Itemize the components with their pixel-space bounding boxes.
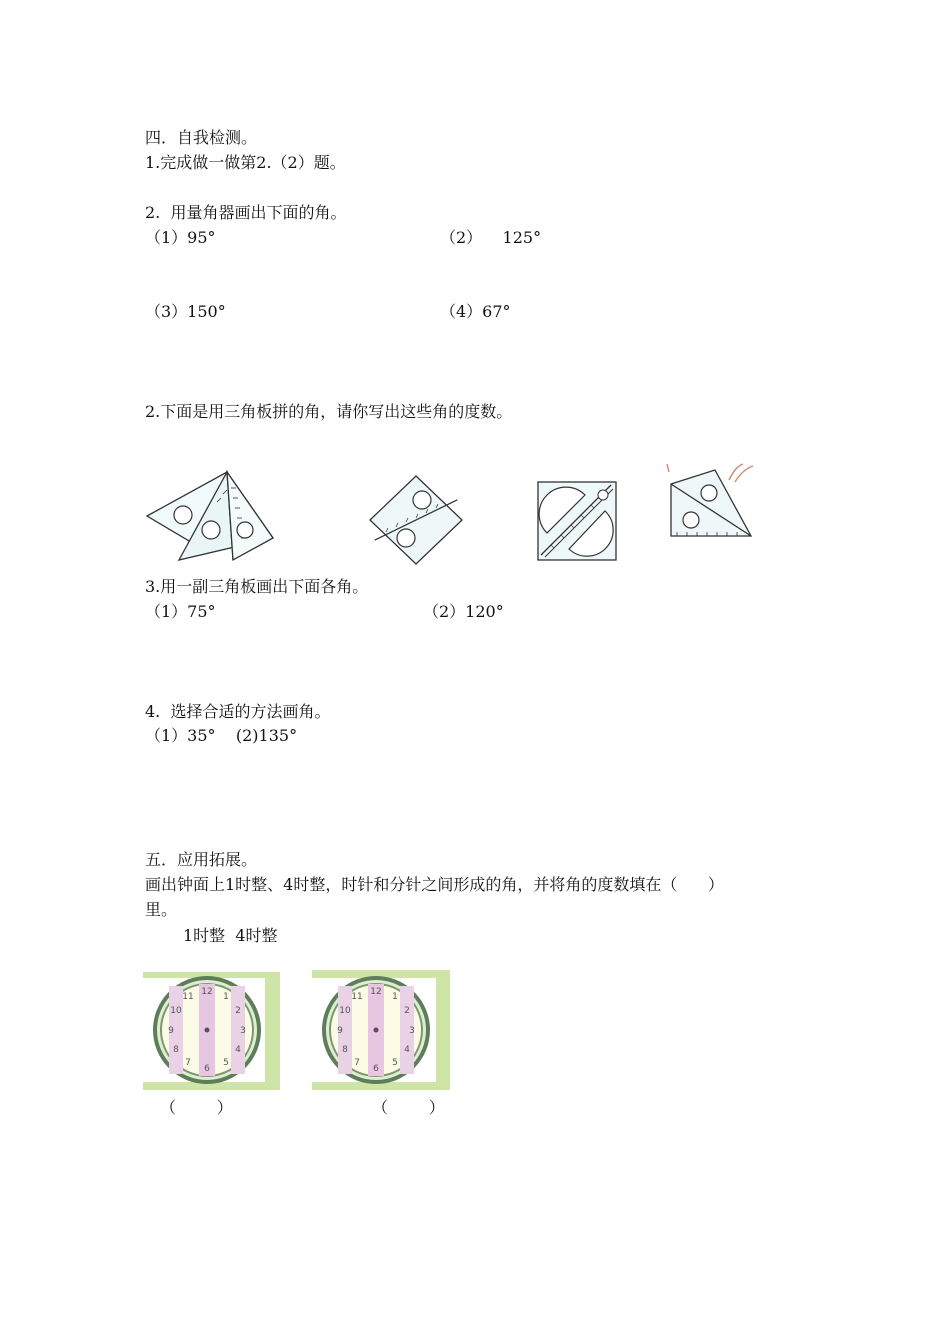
section5-prompt-line2: 里。	[145, 900, 178, 919]
clock2-num-1: 1	[392, 992, 398, 1002]
clock1-num-5: 5	[223, 1058, 229, 1068]
clock2-num-4: 4	[404, 1045, 410, 1055]
clock2-num-8: 8	[342, 1045, 348, 1055]
clock1-num-10: 10	[170, 1006, 182, 1016]
question-4-title: 4. 选择合适的方法画角。	[145, 702, 331, 721]
question-3-title: 3.用一副三角板画出下面各角。	[145, 577, 369, 596]
clock2-num-11: 11	[351, 992, 363, 1002]
set-square-figure-1	[143, 468, 278, 566]
clock-face-2	[312, 970, 450, 1090]
clock1-num-1: 1	[223, 992, 229, 1002]
question-2-title: 2. 用量角器画出下面的角。	[145, 203, 347, 222]
answer-blank-2: （ ）	[372, 1098, 445, 1117]
section5-heading: 五．应用拓展。	[145, 850, 258, 869]
q3-item-1: （1）75°	[145, 602, 216, 621]
clock-face-1	[143, 972, 280, 1090]
clock1-num-9: 9	[168, 1026, 174, 1036]
clock1-num-8: 8	[173, 1045, 179, 1055]
q2-item-3: （3）150°	[145, 302, 226, 321]
clock2-num-5: 5	[392, 1058, 398, 1068]
clock1-num-7: 7	[185, 1058, 191, 1068]
clock1-num-12: 12	[201, 987, 213, 997]
question-2b-title: 2.下面是用三角板拼的角，请你写出这些角的度数。	[145, 402, 513, 421]
question-1: 1.完成做一做第2.（2）题。	[145, 153, 346, 172]
section5-prompt-line1: 画出钟面上1时整、4时整，时针和分针之间形成的角，并将角的度数填在（ ）	[145, 875, 724, 894]
q2-item-1: （1）95°	[145, 228, 216, 247]
set-square-figure-2	[366, 472, 466, 566]
q4-items: （1）35° (2)135°	[145, 726, 298, 745]
clock2-num-9: 9	[337, 1026, 343, 1036]
q2-item-4: （4）67°	[440, 302, 511, 321]
clock1-num-6: 6	[204, 1064, 210, 1074]
clock2-num-10: 10	[339, 1006, 351, 1016]
clock1-num-2: 2	[235, 1006, 241, 1016]
set-square-figure-4	[663, 462, 758, 542]
clock2-num-3: 3	[409, 1026, 415, 1036]
protractor-figure-3	[537, 481, 617, 561]
section4-heading: 四．自我检测。	[145, 128, 258, 147]
clock2-num-6: 6	[373, 1064, 379, 1074]
q3-item-2: （2）120°	[423, 602, 504, 621]
clock-labels: 1时整 4时整	[183, 926, 278, 945]
clock2-num-12: 12	[370, 987, 382, 997]
clock1-num-3: 3	[240, 1026, 246, 1036]
clock1-num-4: 4	[235, 1045, 241, 1055]
clock2-num-7: 7	[354, 1058, 360, 1068]
clock2-num-2: 2	[404, 1006, 410, 1016]
clock1-num-11: 11	[182, 992, 194, 1002]
q2-item-2: （2） 125°	[440, 228, 542, 247]
answer-blank-1: （ ）	[160, 1098, 233, 1117]
